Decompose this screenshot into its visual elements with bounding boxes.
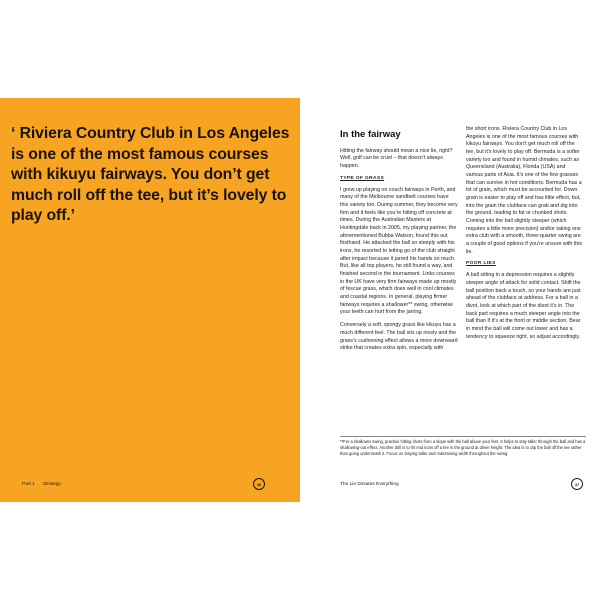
- left-footer: [22, 482, 61, 487]
- left-page: [0, 98, 300, 502]
- subhead-poor-lies: POOR LIES: [466, 261, 496, 267]
- pull-quote: ‘ Riviera Country Club in Los Angeles is one of the most famous courses with kikuyu fairways. You don’t get much roll off the tee, but it’s lovely to play off.’: [11, 125, 290, 225]
- footnote-divider: [340, 436, 586, 437]
- right-page: [300, 98, 600, 502]
- footer-part: Part 1: [22, 482, 35, 487]
- page-number-left: 46: [253, 478, 265, 490]
- right-footer-title: The Lie Dictates Everything: [340, 482, 399, 487]
- subhead-type-of-grass: TYPE OF GRASS: [340, 175, 385, 181]
- footnote: **For a shallower swing, practise hitting shots from a slope with the ball above your feet. It helps to stay taller through the ball and has a shallowing-out effect. Another drill is to hit mid irons off a tee in the ground at driver height. The idea is to clip the ball off the tee rather than going underneath it. Focus on staying taller and maintaining width throughout the swing.: [340, 439, 586, 457]
- paragraph-column-2: the short irons. Riviera Country Club in Los Angeles is one of the most famous courses with kikuyu fairways. You don’t get much roll off the tee, but it’s lovely to play off. Bermuda is a softer variety too and found in humid climates, such as Queensland (Australia), Florida (USA) and various parts of Asia. It’s one of the few grasses that can survive in hot conditions. Bermuda has a lot of grain, which must be accounted for. Down grain is easier to play off and has little effect, but, into the grain the clubface can grab and dig into the ground, leading to fat or chunked shots. Coming into the ball slightly steeper (which requires a little more precision) and/or taking one extra club with a smooth, three-quarter swing are a couple of good options if you’re unsure with this lie.: [466, 126, 583, 255]
- section-title: In the fairway: [340, 129, 401, 140]
- text-column-2: [466, 126, 584, 346]
- paragraph-poor-lies: A ball sitting in a depression requires a slightly steeper angle of attack for solid contact. Shift the ball position back a touch, so your hands are just ahead of the clubface at address. For a ball in a divot, look at which part of the divot it’s in. The back part requires a much steeper angle into the ball than if it’s at the front or middle section. Bear in mind the ball will come out lower and has a tendency to squeeze right, so adjust accordingly.: [466, 272, 581, 340]
- text-column-1: [340, 122, 458, 358]
- paragraph-grass-2: Conversely a soft, spongy grass like kikuyu has a much different feel. The ball sits up nicely and the grass’s cushioning effect allows a more downward strike that creates extra spin, especially with: [340, 322, 458, 352]
- page-number-right: 47: [571, 478, 583, 490]
- intro-paragraph: Hitting the fairway should mean a nice lie, right? Well, golf can be cruel – that doesn’t always happen.: [340, 147, 453, 170]
- paragraph-grass-1: I grew up playing on couch fairways in Perth, and many of the Melbourne sandbelt courses have this variety too. During summer, they become very firm and it feels like you’re hitting off concrete at times. During the Australian Masters at Huntingdale back in 2005, my playing partner, the aforementioned Bubba Watson, found this out firsthand. He attacked the ball so steeply with his irons, he resorted to letting go of the club straight after impact because it jarred his hands so much. But, like all top players, he still found a way, and finished second in the tournament. Links courses in the UK have very firm fairways made up mostly of fescue grass, which does well in cool climates and coastal regions. In general, playing firmer fairways requires a shallower** swing, otherwise your teeth can hurt from the jarring.: [340, 186, 458, 316]
- footer-section: Strategy: [42, 482, 61, 487]
